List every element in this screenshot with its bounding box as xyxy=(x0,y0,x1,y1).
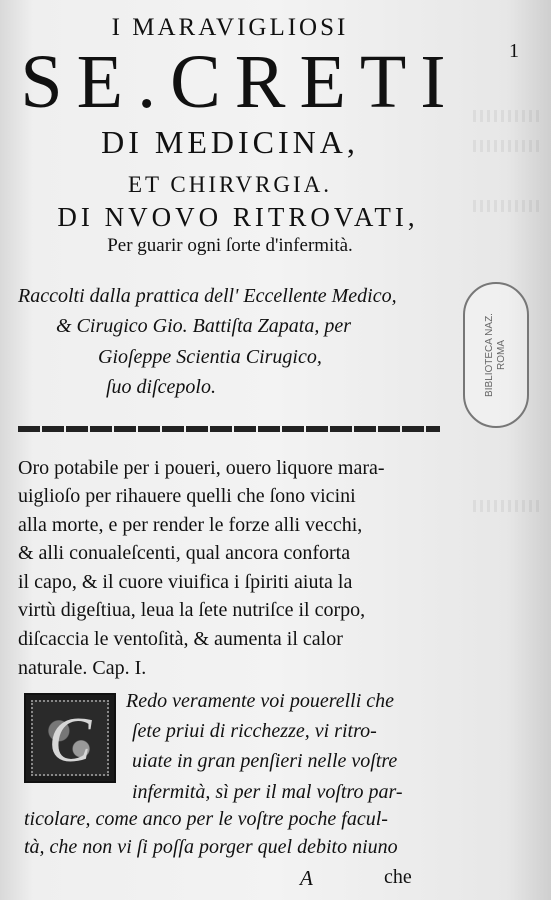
signature-mark: A xyxy=(300,866,313,890)
bleed-through-text xyxy=(473,140,543,152)
chapter-heading-line: alla morte, e per render le forze alli vecchi, xyxy=(18,514,363,536)
chapter-heading-line: diſcaccia le ventoſità, & aumenta il calor xyxy=(18,628,343,650)
chapter-heading-line: & alli conualeſcenti, qual ancora conforta xyxy=(18,542,351,564)
title-line-1: I MARAVIGLIOSI xyxy=(111,14,349,41)
stamp-text-line: ROMA xyxy=(496,340,507,371)
attribution-line-2: & Cirugico Gio. Battiſta Zapata, per xyxy=(56,315,352,337)
body-text-line: infermità, sì per il mal voſtro par- xyxy=(132,781,403,803)
chapter-heading-line: virtù digeſtiua, leua la ſete nutriſce il corpo, xyxy=(18,599,366,621)
chapter-heading-line: uiglioſo per rihauere quelli che ſono vicini xyxy=(18,485,356,507)
chapter-heading-line: il capo, & il cuore viuifica i ſpiriti aiuta la xyxy=(18,571,353,593)
title-line-4: ET CHIRVRGIA. xyxy=(127,172,333,197)
title-line-6: Per guarir ogni ſorte d'infermità. xyxy=(107,235,353,256)
body-text-line: Redo veramente voi pouerelli che xyxy=(126,690,395,712)
library-stamp xyxy=(463,282,529,428)
body-text-line: uiate in gran penſieri nelle voſtre xyxy=(132,750,398,772)
title-line-5: DI NVOVO RITROVATI, xyxy=(57,202,419,232)
title-line-3: DI MEDICINA, xyxy=(101,124,359,160)
drop-cap-ornament xyxy=(24,693,116,783)
body-text-line: ticolare, come anco per le voſtre poche facul- xyxy=(24,808,388,830)
bleed-through-text xyxy=(473,500,543,512)
stamp-label xyxy=(484,313,508,397)
title-line-2: SE.CRETI xyxy=(20,40,460,124)
body-text-line: tà, che non vi ſi poſſa porger quel debito niuno xyxy=(24,836,398,858)
catchword: che xyxy=(384,866,412,888)
bleed-through-text xyxy=(473,200,543,212)
page-number: 1 xyxy=(509,40,519,62)
attribution-line-1: Raccolti dalla prattica dell' Eccellente Medico, xyxy=(18,285,397,307)
stamp-text-line: BIBLIOTECA NAZ. xyxy=(484,313,495,397)
bleed-through-text xyxy=(473,110,543,122)
chapter-heading-line: naturale. Cap. I. xyxy=(18,657,147,679)
attribution-line-4: ſuo diſcepolo. xyxy=(106,376,216,398)
ornamental-rule xyxy=(18,426,440,432)
attribution-line-3: Gioſeppe Scientia Cirugico, xyxy=(98,346,322,368)
chapter-heading-line: Oro potabile per i poueri, ouero liquore mara- xyxy=(18,457,385,479)
body-text-line: ſete priui di ricchezze, vi ritro- xyxy=(132,720,377,742)
drop-cap-letter: C xyxy=(48,704,92,775)
